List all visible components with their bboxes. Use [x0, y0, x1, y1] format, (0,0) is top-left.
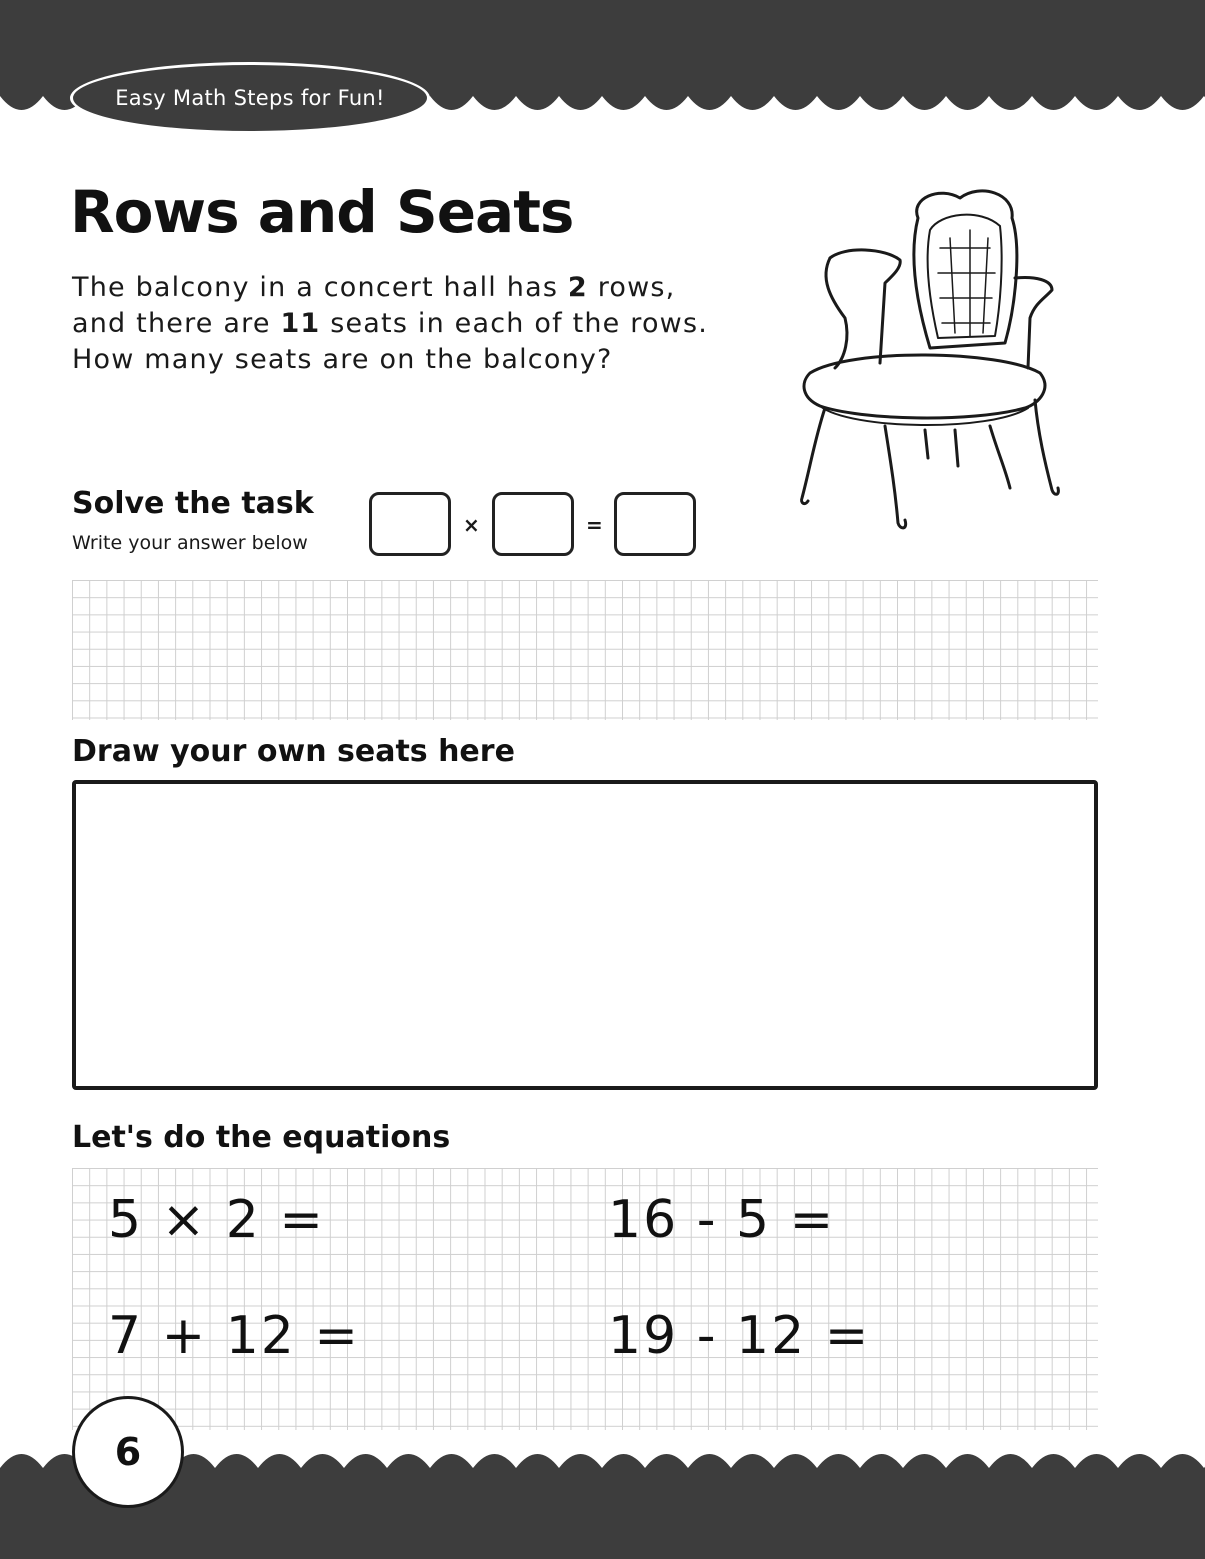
equation-item: 19 - 12 = [608, 1306, 871, 1366]
problem-text [72, 270, 732, 378]
times-symbol: × [463, 513, 480, 537]
equation-item: 5 × 2 = [108, 1190, 325, 1250]
answer-box-seats[interactable] [492, 492, 574, 556]
header-badge-text: Easy Math Steps for Fun! [115, 86, 385, 110]
answer-grid-area[interactable] [72, 580, 1098, 720]
problem-text-part2: rows, and there are [72, 272, 676, 339]
equals-symbol: = [586, 513, 603, 537]
answer-box-rows[interactable] [369, 492, 451, 556]
equation-item: 16 - 5 = [608, 1190, 836, 1250]
equation-item: 7 + 12 = [108, 1306, 360, 1366]
draw-heading: Draw your own seats here [72, 734, 515, 769]
problem-rows-value: 2 [567, 272, 588, 303]
solve-task-subheading: Write your answer below [72, 532, 308, 554]
page-number: 6 [114, 1430, 142, 1474]
solve-task-heading: Solve the task [72, 486, 314, 521]
answer-box-total[interactable] [614, 492, 696, 556]
page-number-badge [72, 1396, 184, 1508]
page-title: Rows and Seats [70, 178, 574, 246]
armchair-illustration [790, 168, 1070, 538]
equations-heading: Let's do the equations [72, 1120, 451, 1155]
problem-seats-value: 11 [280, 308, 321, 339]
drawing-box[interactable] [72, 780, 1098, 1090]
header-badge [70, 62, 430, 134]
bottom-banner [0, 1470, 1205, 1559]
problem-text-part3: seats in each of the rows. How many seats are on the balcony? [72, 308, 709, 375]
problem-text-part1: The balcony in a concert hall has [72, 272, 568, 303]
